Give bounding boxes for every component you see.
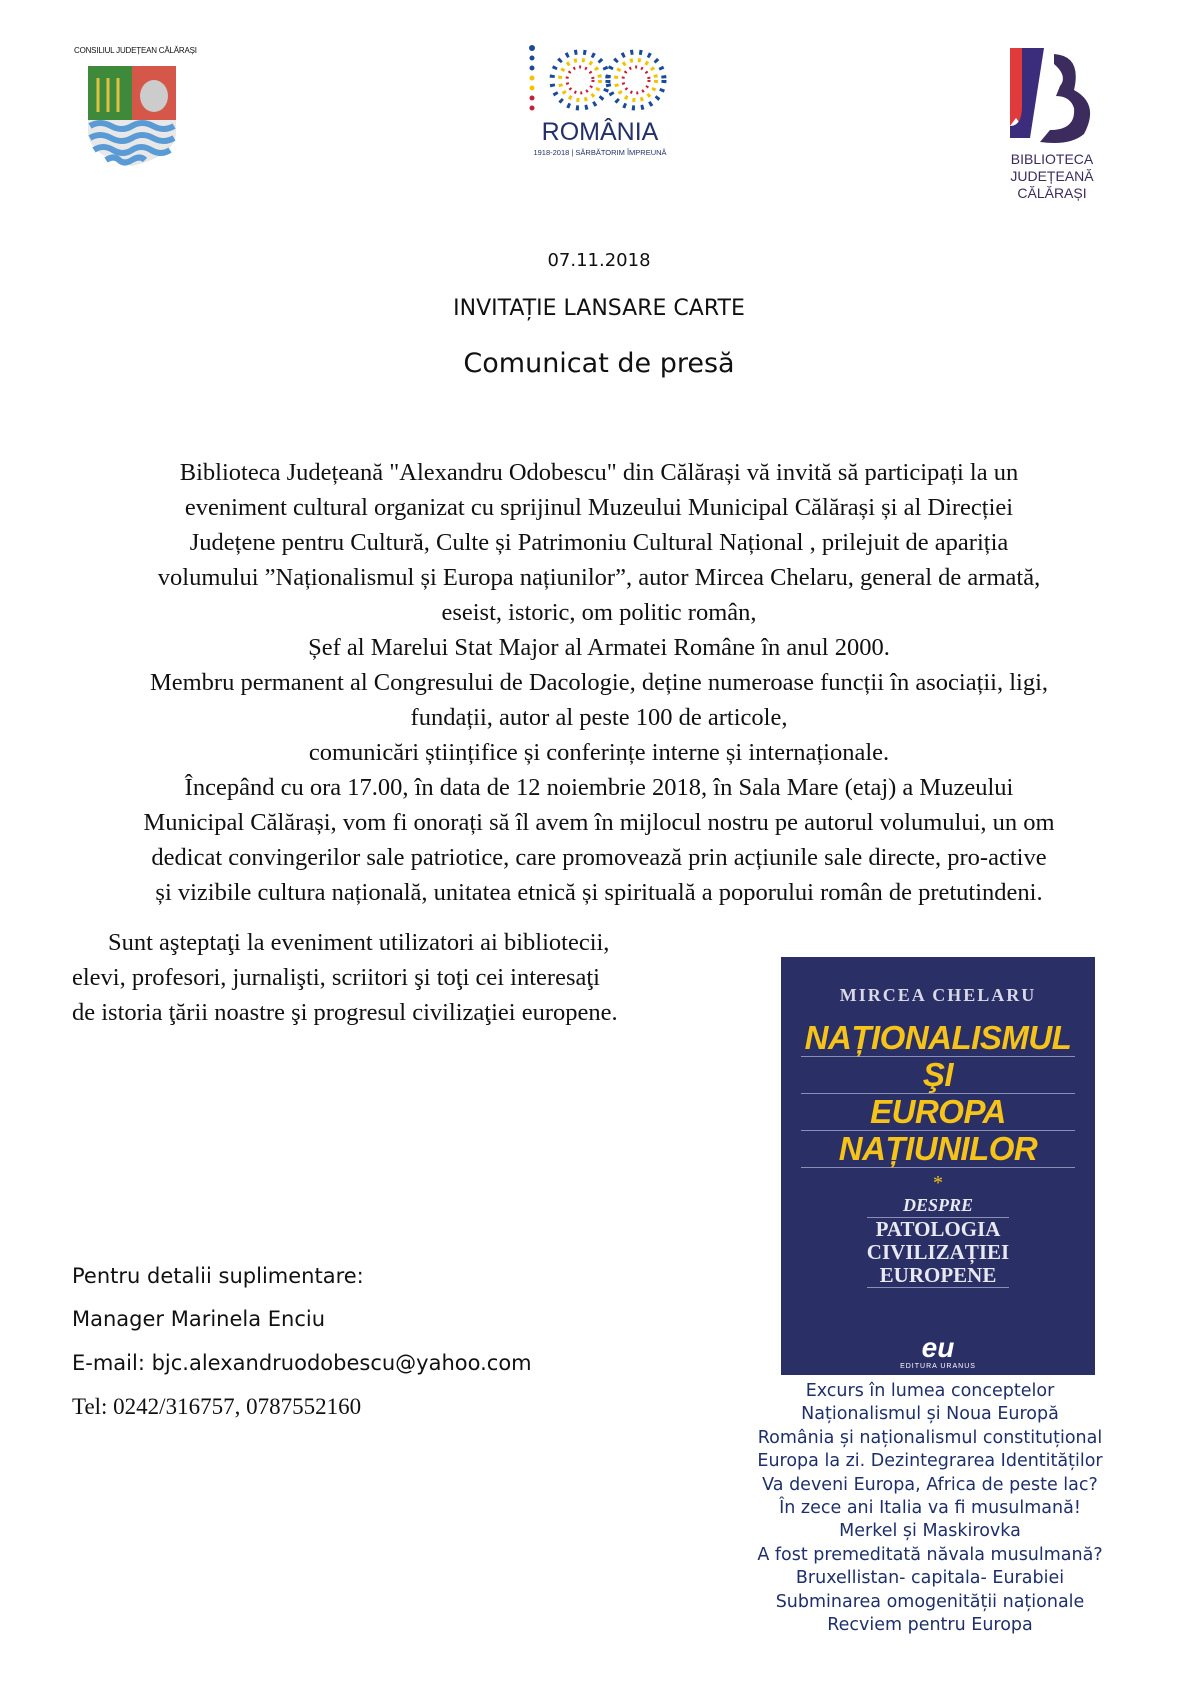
romania-centenary-logo xyxy=(520,42,680,160)
county-library-logo xyxy=(1000,46,1112,206)
body-line: eveniment cultural organizat cu sprijinul Muzeului Municipal Călărași și al Direcției xyxy=(184,494,1014,521)
chapter-item: România și naționalismul constituțional xyxy=(757,1427,1103,1448)
chapter-item: În zece ani Italia va fi musulmană! xyxy=(779,1497,1081,1518)
body-line: volumului ”Naționalismul și Europa națiunilor”, autor Mircea Chelaru, general de armată, xyxy=(157,564,1041,591)
chapter-item: Excurs în lumea conceptelor xyxy=(805,1381,1055,1401)
attendance-line: Sunt aşteptaţi la eveniment utilizatori ai bibliotecii, xyxy=(108,929,610,956)
chapter-item: A fost premeditată năvala musulmană? xyxy=(757,1544,1103,1565)
publisher-mark: eu xyxy=(921,1332,955,1363)
body-line: eseist, istoric, om politic român, xyxy=(441,599,757,626)
book-subtitle-line: CIVILIZAȚIEI xyxy=(866,1240,1010,1264)
centenary-logo-title: ROMÂNIA xyxy=(541,118,659,146)
contact-email[interactable]: E-mail: bjc.alexandruodobescu@yahoo.com xyxy=(72,1351,532,1375)
contact-phone: Tel: 0242/316757, 0787552160 xyxy=(72,1394,362,1419)
contact-intro: Pentru detalii suplimentare: xyxy=(72,1264,364,1288)
body-line: Județene pentru Cultură, Culte și Patrimoniu Cultural Național , prilejuit de apariția xyxy=(189,529,1009,556)
library-logo-line: CĂLĂRAȘI xyxy=(1017,185,1087,201)
attendance-line: elevi, profesori, jurnalişti, scriitori şi toţi cei interesaţi xyxy=(72,964,600,991)
chapter-item: Bruxellistan- capitala- Eurabiei xyxy=(795,1568,1065,1589)
body-line: fundații, autor al peste 100 de articole, xyxy=(410,704,788,731)
book-subtitle-line: PATOLOGIA xyxy=(875,1217,1001,1241)
star-ornament: * xyxy=(933,1172,943,1194)
body-line: comunicări științifice și conferințe interne și internaționale. xyxy=(308,739,890,766)
chapter-item: Va deveni Europa, Africa de peste lac? xyxy=(762,1474,1098,1495)
body-line: Membru permanent al Congresului de Dacologie, deține numeroase funcții în asociații, ligi, xyxy=(149,669,1049,696)
book-title-line: EUROPA xyxy=(801,1094,1075,1131)
contact-manager: Manager Marinela Enciu xyxy=(72,1307,326,1331)
book-subtitle-line: EUROPENE xyxy=(879,1263,997,1287)
chapter-item: Europa la zi. Dezintegrarea Identităților xyxy=(757,1451,1103,1472)
attendance-line: de istoria ţării noastre şi progresul civilizaţiei europene. xyxy=(72,999,618,1026)
document-heading: INVITAȚIE LANSARE CARTE xyxy=(453,296,745,321)
document-date: 07.11.2018 xyxy=(547,250,651,271)
publisher-name: EDITURA URANUS xyxy=(900,1363,976,1370)
council-label: CONSILIUL JUDEȚEAN CĂLĂRAȘI xyxy=(74,46,197,55)
body-line: și vizibile cultura națională, unitatea etnică și spirituală a poporului român de pretutindeni. xyxy=(155,879,1043,906)
book-title-line: NAȚIUNILOR xyxy=(801,1131,1075,1168)
body-line: Șef al Marelui Stat Major al Armatei Române în anul 2000. xyxy=(308,634,890,661)
council-crest-logo xyxy=(86,64,178,168)
publisher-logo xyxy=(781,1334,1095,1371)
body-line: Biblioteca Județeană "Alexandru Odobescu" din Călărași vă invită să participați la un xyxy=(179,459,1019,486)
book-chapter-list xyxy=(730,1380,1130,1637)
body-line: Municipal Călărași, vom fi onorați să îl avem în mijlocul nostru pe autorul volumului, un om xyxy=(143,809,1055,836)
chapter-item: Recviem pentru Europa xyxy=(827,1614,1033,1635)
chapter-item: Subminarea omogenității naționale xyxy=(775,1591,1085,1612)
body-line: dedicat convingerilor sale patriotice, care promovează prin acțiunile sale directe, pro-active xyxy=(151,844,1047,871)
centenary-logo-subtitle: 1918-2018 | SĂRBĂTORIM ÎMPREUNĂ xyxy=(533,148,667,157)
chapter-item: Naționalismul și Noua Europă xyxy=(801,1404,1059,1425)
document-subheading: Comunicat de presă xyxy=(463,348,735,379)
chapter-item: Merkel și Maskirovka xyxy=(839,1521,1021,1542)
book-cover xyxy=(781,957,1095,1375)
book-title-line: ŞI xyxy=(801,1057,1075,1094)
book-author: MIRCEA CHELARU xyxy=(839,985,1037,1005)
body-line: Începând cu ora 17.00, în data de 12 noiembrie 2018, în Sala Mare (etaj) a Muzeului xyxy=(184,774,1014,801)
library-logo-line: JUDEȚEANĂ xyxy=(1010,168,1094,184)
library-logo-line: BIBLIOTECA xyxy=(1010,151,1094,167)
book-title-line: NAȚIONALISMUL xyxy=(801,1020,1075,1057)
press-release-body xyxy=(20,455,1178,910)
attendance-paragraph xyxy=(72,925,772,1030)
book-subtitle-prefix: DESPRE xyxy=(902,1195,974,1215)
